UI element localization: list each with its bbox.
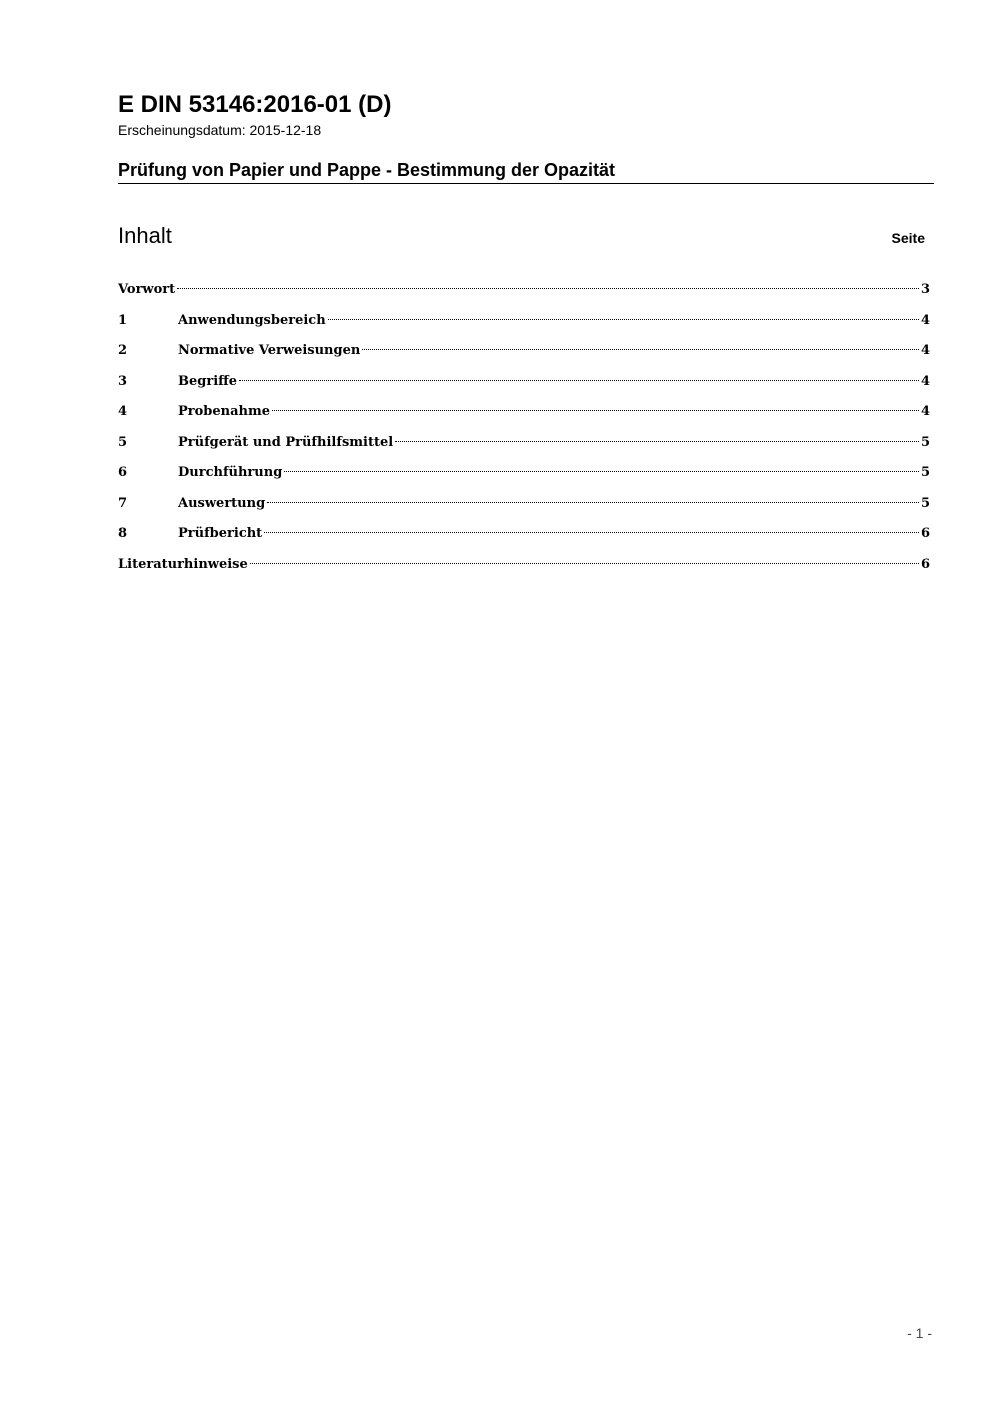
page-number: - 1 -: [907, 1325, 932, 1341]
toc-entry-page: 4: [920, 343, 930, 358]
toc-entry-page: 5: [920, 465, 930, 480]
dot-leader: [267, 502, 919, 503]
table-of-contents: [118, 279, 930, 584]
title-divider: [118, 183, 934, 184]
toc-entry-normative-verweisungen[interactable]: [118, 340, 930, 371]
toc-entry-anwendungsbereich[interactable]: [118, 310, 930, 341]
toc-entry-title: Normative Verweisungen: [178, 343, 361, 358]
toc-entry-number: 8: [118, 526, 128, 541]
dot-leader: [272, 410, 919, 411]
toc-entry-title: Probenahme: [178, 404, 271, 419]
toc-entry-page: 5: [920, 495, 930, 511]
page-column-label: Seite: [891, 230, 925, 246]
toc-entry-page: 3: [920, 282, 930, 297]
toc-entry-title: Begriffe: [178, 373, 238, 389]
toc-heading: Inhalt: [118, 223, 172, 248]
dot-leader: [239, 380, 919, 381]
document-title: Prüfung von Papier und Pappe - Bestimmung der Opazität: [118, 160, 616, 180]
toc-entry-page: 6: [920, 556, 930, 572]
dot-leader: [284, 471, 919, 472]
document-id: E DIN 53146:2016-01 (D): [118, 91, 392, 118]
toc-entry-title: Auswertung: [178, 495, 266, 511]
dot-leader: [177, 288, 919, 289]
toc-entry-number: 3: [118, 373, 128, 389]
toc-entry-vorwort[interactable]: [118, 279, 930, 310]
toc-entry-number: 7: [118, 495, 128, 511]
toc-entry-title: Prüfgerät und Prüfhilfsmittel: [178, 434, 394, 450]
toc-entry-pruefgeraet[interactable]: [118, 432, 930, 463]
toc-entry-title: Durchführung: [178, 465, 283, 480]
toc-entry-title: Vorwort: [118, 282, 176, 297]
toc-entry-probenahme[interactable]: [118, 401, 930, 432]
toc-entry-page: 4: [920, 312, 930, 328]
issue-date: Erscheinungsdatum: 2015-12-18: [118, 122, 322, 138]
dot-leader: [250, 563, 919, 564]
toc-entry-pruefbericht[interactable]: [118, 523, 930, 554]
toc-entry-title: Anwendungsbereich: [178, 312, 326, 328]
toc-entry-literaturhinweise[interactable]: [118, 554, 930, 585]
toc-entry-page: 5: [920, 434, 930, 450]
toc-entry-number: 1: [118, 312, 128, 328]
toc-entry-begriffe[interactable]: [118, 371, 930, 402]
toc-entry-number: 5: [118, 434, 128, 450]
dot-leader: [395, 441, 919, 442]
toc-entry-number: 2: [118, 343, 128, 358]
toc-entry-page: 6: [920, 526, 930, 541]
dot-leader: [328, 319, 919, 320]
toc-entry-number: 6: [118, 465, 128, 480]
toc-entry-page: 4: [920, 373, 930, 389]
toc-entry-durchfuehrung[interactable]: [118, 462, 930, 493]
dot-leader: [362, 349, 919, 350]
toc-entry-title: Prüfbericht: [178, 526, 263, 541]
toc-entry-auswertung[interactable]: [118, 493, 930, 524]
toc-entry-title: Literaturhinweise: [118, 556, 248, 572]
dot-leader: [264, 532, 919, 533]
toc-entry-page: 4: [920, 404, 930, 419]
toc-entry-number: 4: [118, 404, 128, 419]
